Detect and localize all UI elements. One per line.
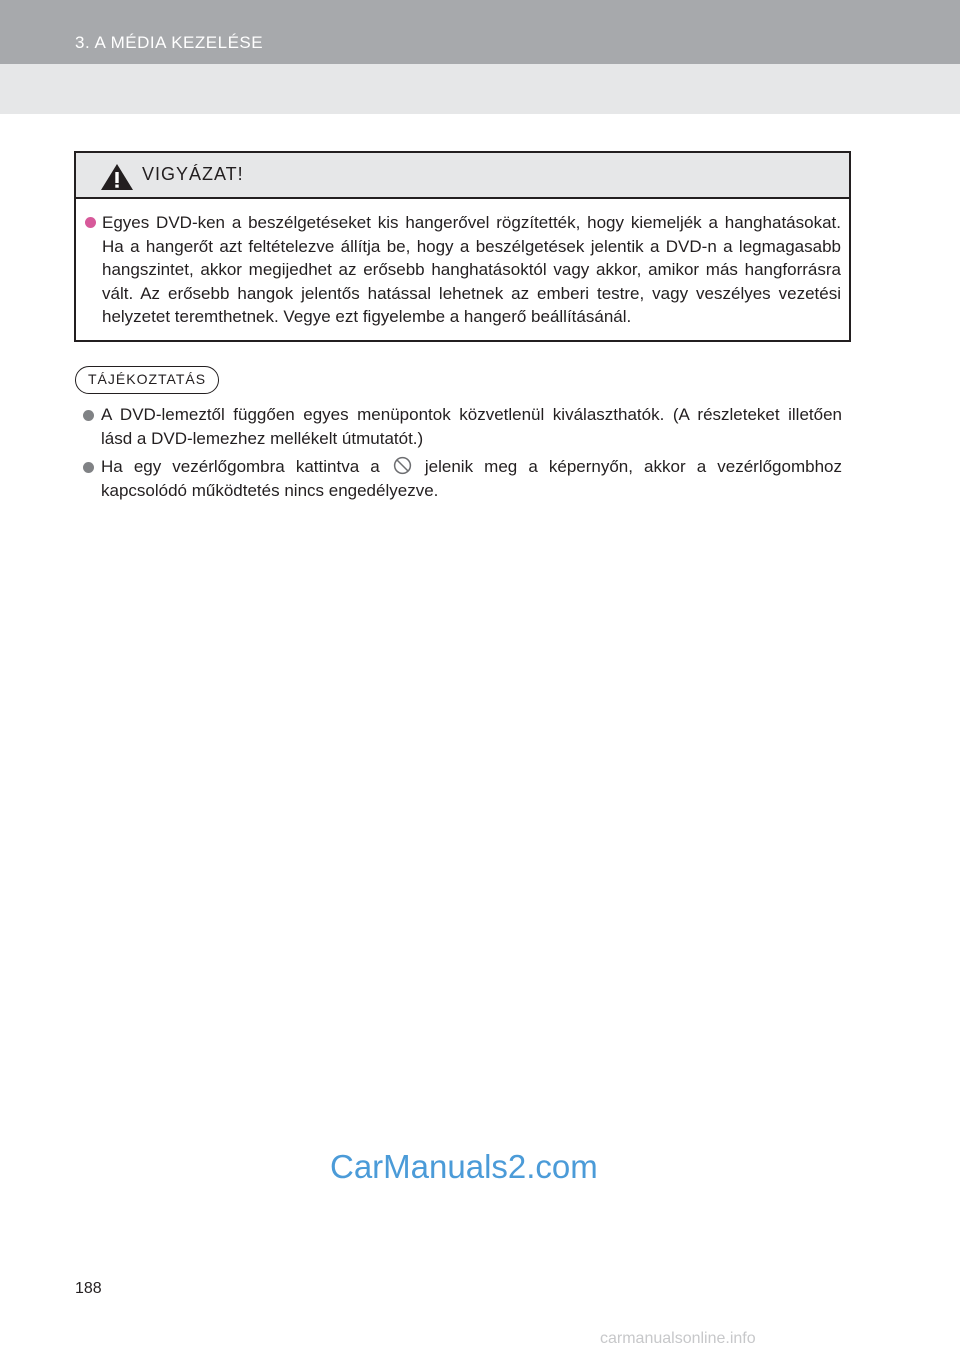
caution-box [74,151,851,342]
info-item-text-before: Ha egy vezérlőgombra kattintva a [101,457,380,476]
watermark: CarManuals2.com [330,1148,598,1185]
footer-watermark: carmanualsonline.info [600,1330,756,1347]
section-title: 3. A MÉDIA KEZELÉSE [75,33,264,52]
caution-header [76,153,849,199]
bullet-icon [83,410,94,421]
header-band [0,0,960,64]
warning-icon [100,163,134,191]
caution-body [76,199,849,329]
header-subband [0,64,960,114]
caution-item: Egyes DVD-ken a beszélgetéseket kis hangerővel rögzítették, hogy kiemeljék a hanghatásokat. Ha a hangerőt azt feltételezve állítja be, hogy a beszélgetések jelentik a DVD-n a legmagasabb hangszintet, akkor megijedhet az erősebb hanghatásoktól vagy akkor, amikor más hangforrásra vált. Az erősebb hangok jelentős hatással lehetnek az emberi testre, vagy veszélyes vezetési helyzetet teremthetnek. Vegye ezt figyelembe a hangerő beállításánál. [102,213,841,326]
info-item: A DVD-lemeztől függően egyes menüpontok közvetlenül kiválaszthatók. (A részleteket illetően lásd a DVD-lemezhez mellékelt útmutatót.) [101,405,842,448]
prohibited-icon [393,456,412,475]
caution-title: VIGYÁZAT! [142,164,244,184]
info-label: TÁJÉKOZTATÁS [75,366,219,394]
page-number: 188 [75,1280,102,1297]
bullet-icon [83,462,94,473]
bullet-icon [85,217,96,228]
info-item [101,455,842,502]
info-item-text-after: jelenik meg a képernyőn, akkor a vezérlőgombhoz kapcsolódó működtetés nincs engedélyezve. [101,457,842,500]
